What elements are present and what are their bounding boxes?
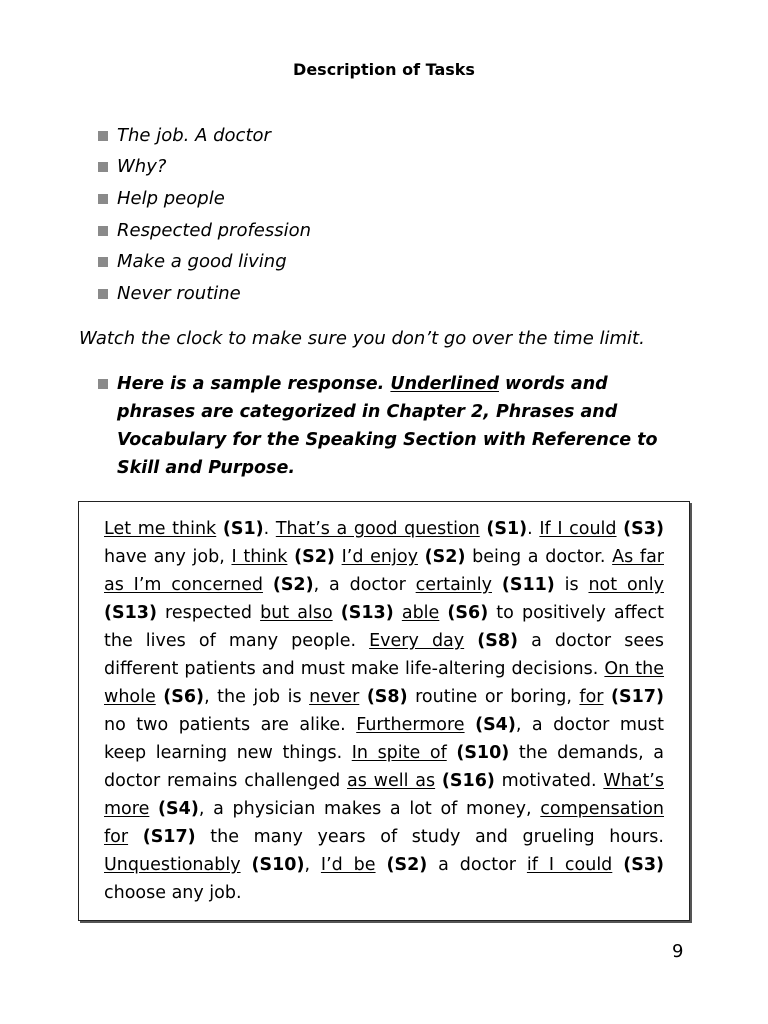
list-item [98, 278, 311, 310]
task-text: Why? [117, 156, 167, 178]
underlined-phrase: Unquestionably [104, 855, 241, 875]
sample-note [98, 370, 658, 482]
skill-reference: (S2) [294, 547, 335, 567]
skill-reference: (S2) [272, 575, 314, 595]
skill-reference: (S4) [158, 799, 199, 819]
response-text-segment [447, 743, 457, 763]
response-text-segment: , a doctor must keep learning new things. [104, 715, 664, 763]
underlined-phrase: as well as [347, 771, 436, 791]
response-text-segment [149, 799, 158, 819]
response-text-segment: have any job, [104, 547, 232, 567]
sample-note-part2: words and phrases are categorized in Chapter 2, Phrases and Vocabulary for the Speaking Section with Reference to Skill and Purpose. [117, 374, 658, 478]
response-text-segment [333, 603, 341, 623]
response-text-segment [376, 855, 387, 875]
skill-reference: (S1) [486, 519, 528, 539]
skill-reference: (S6) [163, 687, 205, 707]
sample-note-text [117, 370, 658, 482]
skill-reference: (S17) [611, 687, 664, 707]
response-text-segment: , [304, 855, 321, 875]
response-text-segment: a doctor [427, 855, 527, 875]
response-text-segment [216, 519, 223, 539]
square-bullet-icon [98, 379, 108, 389]
underlined-phrase: I think [231, 547, 288, 567]
underlined-phrase: What’s more [104, 771, 664, 819]
page-number: 9 [672, 941, 684, 962]
skill-reference: (S8) [477, 631, 519, 651]
square-bullet-icon [98, 257, 108, 267]
response-text-segment: . [527, 519, 540, 539]
sample-note-underlined: Underlined [390, 374, 499, 394]
list-item [98, 215, 311, 247]
response-text-segment [603, 687, 611, 707]
underlined-phrase: compensation for [104, 799, 664, 847]
skill-reference: (S16) [441, 771, 495, 791]
response-text-segment [241, 855, 252, 875]
task-text: Help people [117, 187, 225, 209]
skill-reference: (S6) [447, 603, 489, 623]
response-text-segment: routine or boring, [407, 687, 580, 707]
skill-reference: (S10) [456, 743, 510, 763]
skill-reference: (S1) [222, 519, 264, 539]
underlined-phrase: I’d enjoy [341, 547, 418, 567]
response-text-segment: the demands, a doctor remains challenged [104, 743, 664, 791]
square-bullet-icon [98, 131, 108, 141]
list-item [98, 120, 311, 152]
underlined-phrase: but also [260, 603, 333, 623]
underlined-phrase: Furthermore [356, 715, 465, 735]
skill-reference: (S4) [475, 715, 516, 735]
list-item [98, 152, 311, 184]
response-text-segment: , a doctor [313, 575, 416, 595]
underlined-phrase: Let me think [104, 519, 217, 539]
skill-reference: (S13) [104, 603, 157, 623]
response-text-segment [263, 575, 273, 595]
response-text-segment [418, 547, 425, 567]
underlined-phrase: for [579, 687, 604, 707]
response-text-segment: no two patients are alike. [104, 715, 357, 735]
skill-reference: (S2) [424, 547, 466, 567]
response-text-segment: to positively affect the lives of many people. [104, 603, 664, 651]
underlined-phrase: not only [588, 575, 664, 595]
response-text-segment: , a physician makes a lot of money, [198, 799, 541, 819]
square-bullet-icon [98, 162, 108, 172]
skill-reference: (S11) [501, 575, 555, 595]
square-bullet-icon [98, 194, 108, 204]
response-text-segment [435, 771, 442, 791]
list-item [98, 183, 311, 215]
underlined-phrase: able [401, 603, 440, 623]
response-text-segment: . [263, 519, 276, 539]
response-text-segment [464, 631, 477, 651]
skill-reference: (S17) [142, 827, 196, 847]
skill-reference: (S10) [251, 855, 305, 875]
underlined-phrase: In spite of [351, 743, 447, 763]
task-text: Respected profession [117, 219, 312, 241]
underlined-phrase: As far as I’m concerned [104, 547, 664, 595]
response-text-segment: motivated. [494, 771, 604, 791]
underlined-phrase: if I could [526, 855, 613, 875]
response-text-segment: is [554, 575, 589, 595]
response-text-segment: the many years of study and grueling hours. [195, 827, 664, 847]
response-text-segment: being a doctor. [465, 547, 613, 567]
response-text-segment [128, 827, 143, 847]
response-text-segment: respected [156, 603, 261, 623]
response-text-segment: a doctor sees different patients and must make life-altering decisions. [104, 631, 664, 679]
response-text-segment: , the job is [204, 687, 310, 707]
task-text: The job. A doctor [117, 124, 271, 146]
sample-response-box [78, 501, 690, 921]
square-bullet-icon [98, 289, 108, 299]
skill-reference: (S3) [623, 855, 664, 875]
task-text: Never routine [117, 282, 241, 304]
page-title: Description of Tasks [293, 60, 475, 79]
response-text-segment: choose any job. [104, 883, 242, 903]
underlined-phrase: certainly [415, 575, 492, 595]
underlined-phrase: Every day [369, 631, 465, 651]
response-text-segment [492, 575, 502, 595]
underlined-phrase: never [309, 687, 360, 707]
response-text-segment [612, 855, 623, 875]
response-text-segment [394, 603, 402, 623]
response-text-segment [359, 687, 367, 707]
sample-response-text [104, 515, 664, 907]
skill-reference: (S13) [340, 603, 394, 623]
square-bullet-icon [98, 226, 108, 236]
skill-reference: (S3) [623, 519, 664, 539]
instruction-text: Watch the clock to make sure you don’t go over the time limit. [79, 328, 645, 349]
underlined-phrase: If I could [539, 519, 617, 539]
underlined-phrase: That’s a good question [275, 519, 480, 539]
response-text-segment [335, 547, 342, 567]
sample-note-part1: Here is a sample response. [117, 374, 391, 394]
list-item [98, 246, 311, 278]
underlined-phrase: On the whole [104, 659, 665, 707]
task-list [98, 120, 311, 310]
skill-reference: (S8) [366, 687, 408, 707]
task-text: Make a good living [117, 251, 287, 273]
response-text-segment [465, 715, 476, 735]
skill-reference: (S2) [386, 855, 428, 875]
underlined-phrase: I’d be [320, 855, 376, 875]
